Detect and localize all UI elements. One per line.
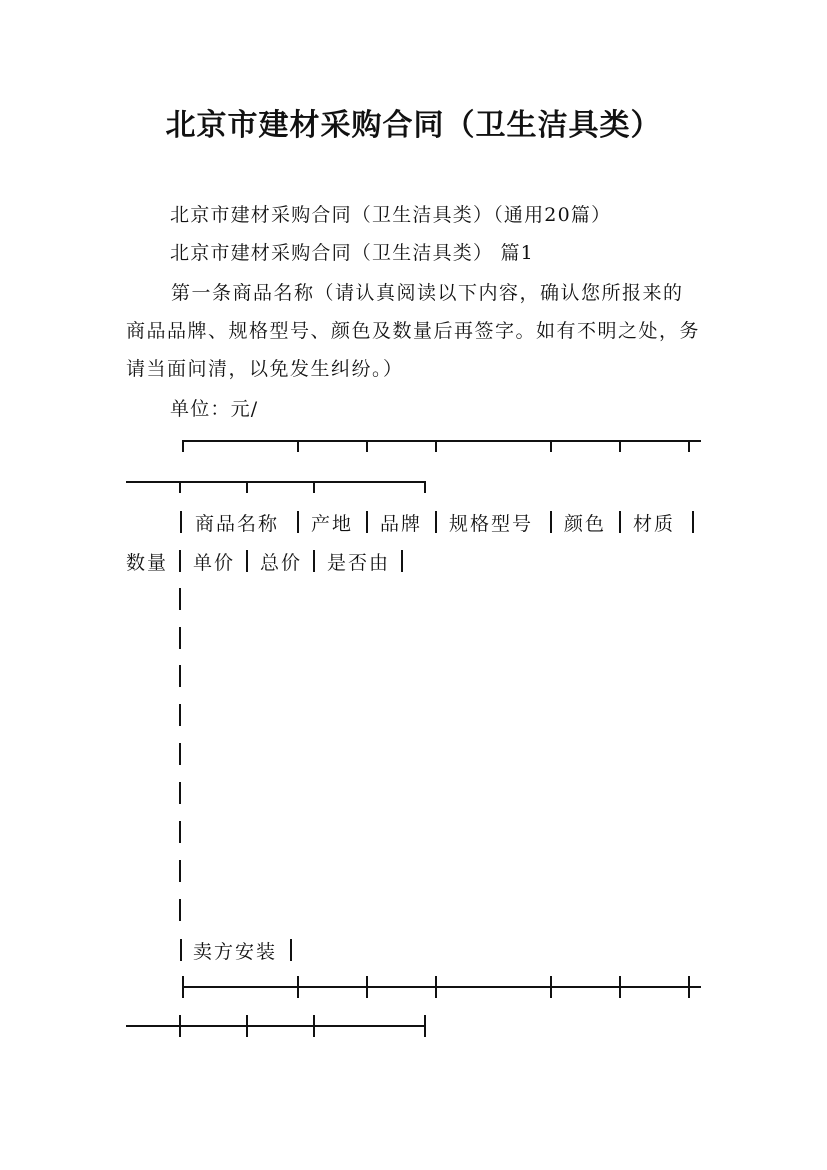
header-model: 规格型号	[449, 513, 534, 535]
header-material: 材质	[633, 513, 676, 535]
header-total-price: 总价	[260, 552, 303, 574]
heading-line-1: 北京市建材采购合同（卫生洁具类）（通用20篇）	[170, 204, 612, 226]
header-quantity: 数量	[126, 552, 169, 574]
header-whether: 是否由	[327, 552, 391, 574]
header-brand: 品牌	[380, 513, 423, 535]
header-origin: 产地	[311, 513, 354, 535]
clause-1-paragraph: 第一条商品名称（请认真阅读以下内容，确认您所报来的商品品牌、规格型号、颜色及数量后再签字。如有不明之处，务请当面问清，以免发生纠纷。）	[126, 282, 701, 380]
heading-line-2: 北京市建材采购合同（卫生洁具类） 篇1	[170, 242, 534, 264]
header-product-name: 商品名称	[195, 513, 280, 535]
header-color: 颜色	[564, 513, 607, 535]
header-unit-price: 单价	[193, 552, 236, 574]
install-label: 卖方安装	[193, 941, 278, 963]
unit-label: 单位：元/	[170, 398, 259, 420]
document-title: 北京市建材采购合同（卫生洁具类）	[165, 108, 662, 143]
